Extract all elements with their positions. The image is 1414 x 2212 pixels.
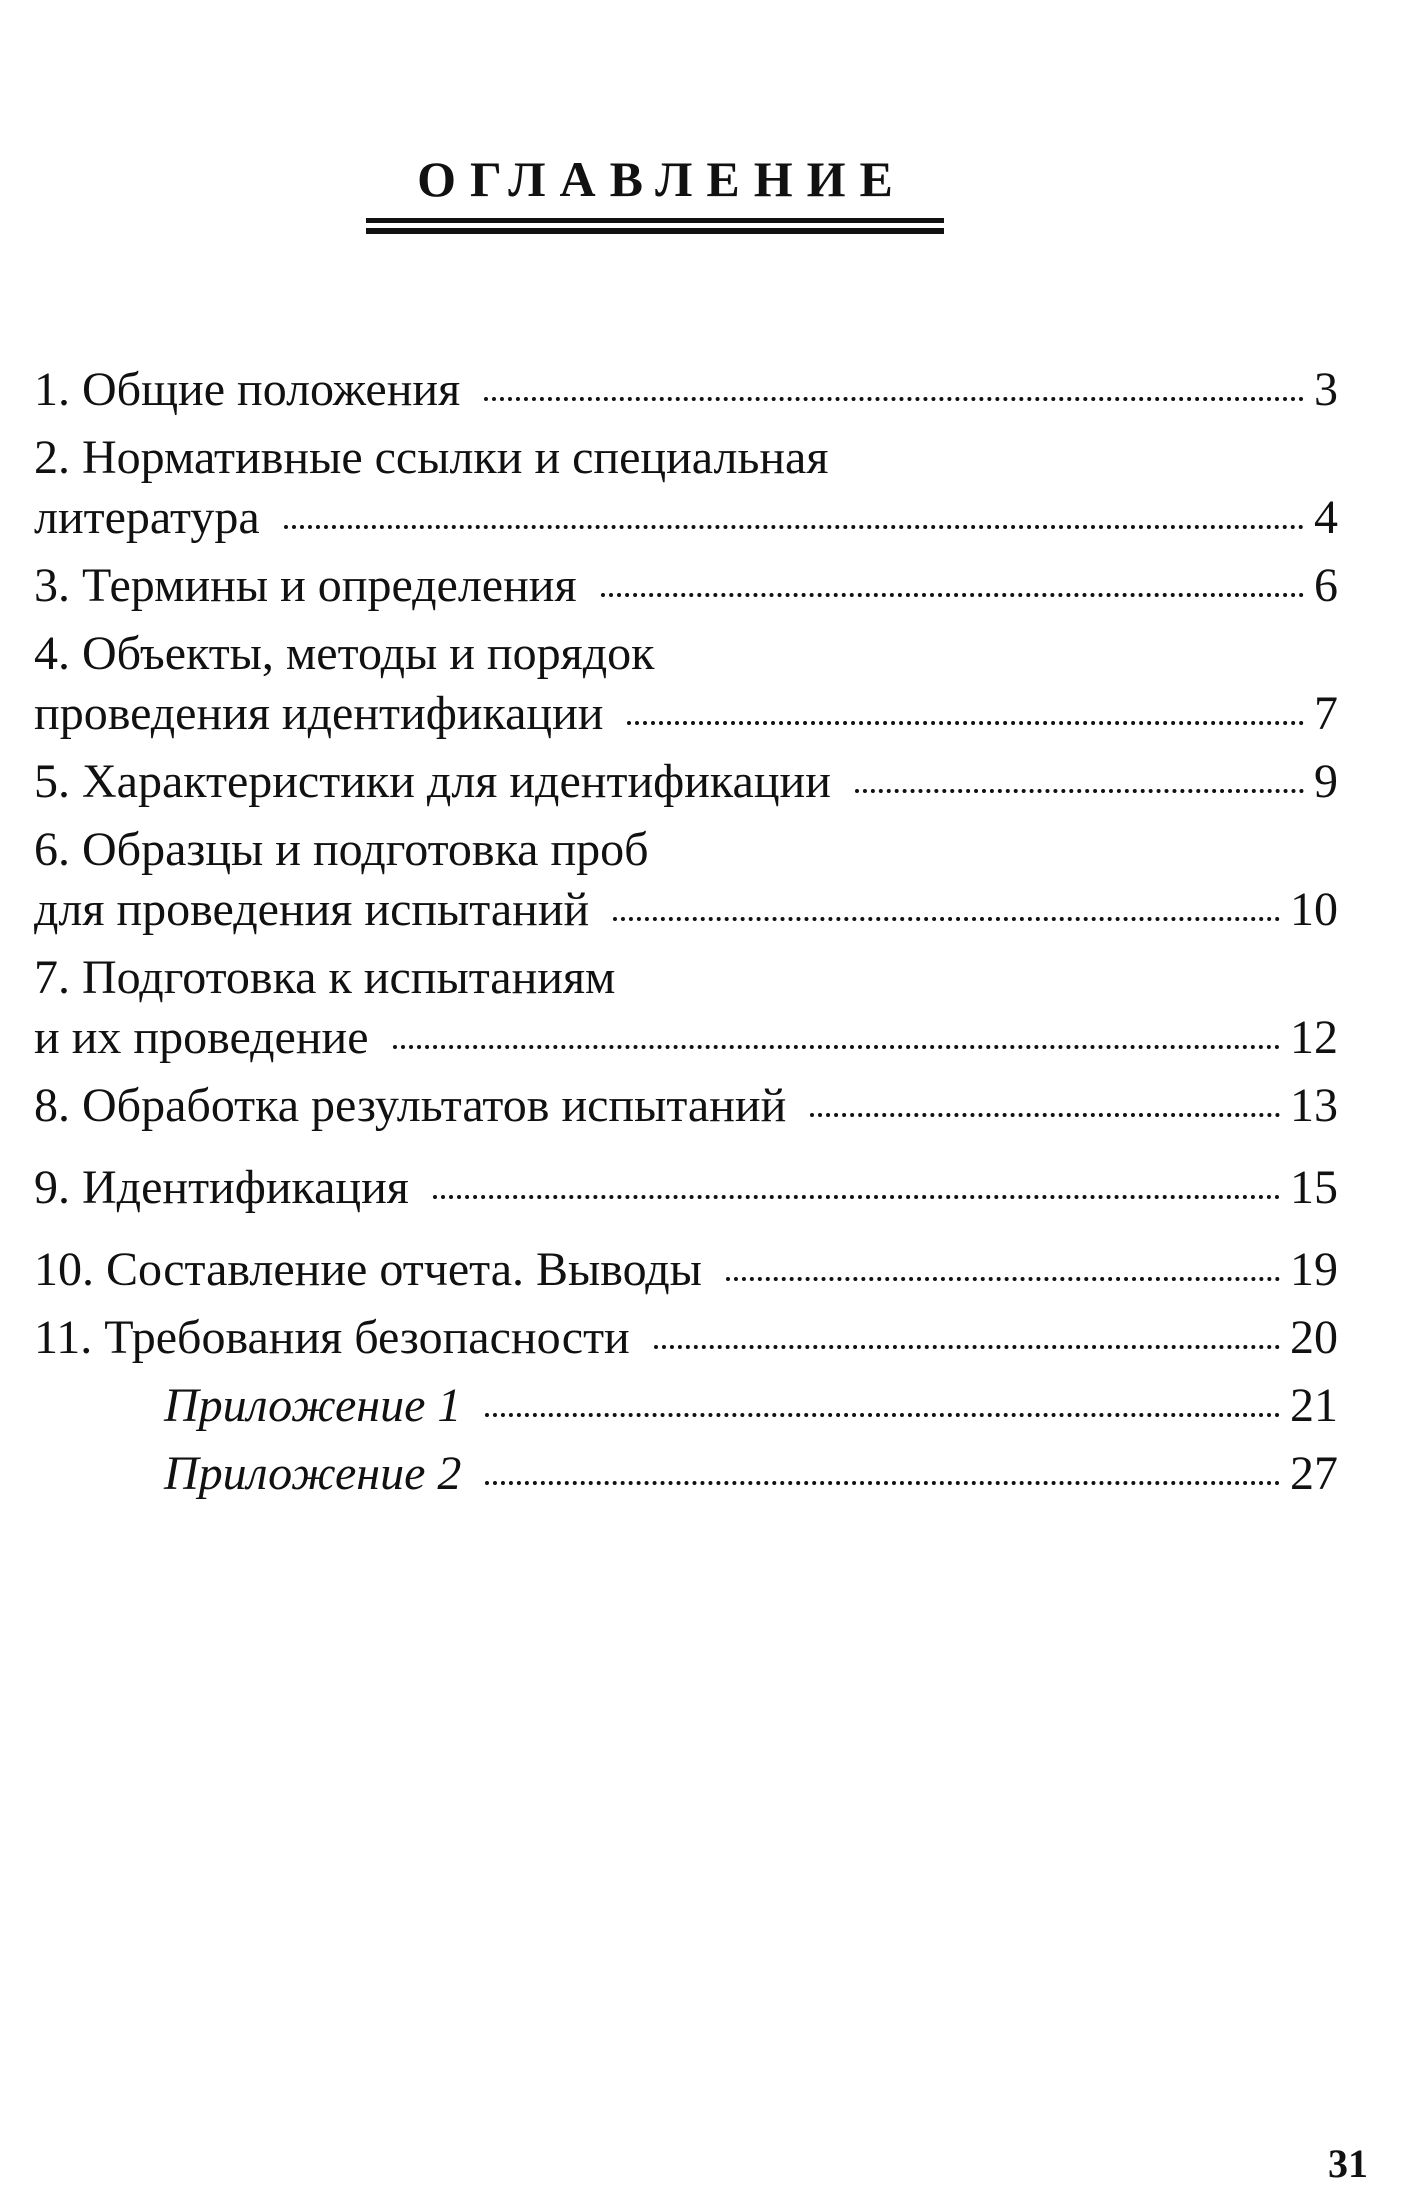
toc-page-number: 21: [1290, 1379, 1338, 1432]
toc-entry-label: Приложение 1: [164, 1379, 462, 1432]
toc-page-number: 12: [1290, 1011, 1338, 1064]
table-of-contents: [34, 360, 1338, 1512]
toc-entry: [34, 752, 1338, 812]
title-block: [366, 150, 944, 234]
toc-entry-label: проведения идентификации: [34, 687, 604, 740]
toc-page-number: 3: [1314, 363, 1338, 416]
title-underline-thick: [366, 228, 944, 234]
toc-page-number: 19: [1290, 1243, 1338, 1296]
toc-entry: [34, 1240, 1338, 1300]
toc-entry-appendix: [34, 1376, 1338, 1436]
dot-leader: [627, 721, 1304, 725]
toc-entry-label-first-line: 2. Нормативные ссылки и специальная: [34, 431, 829, 484]
toc-page-number: 20: [1290, 1311, 1338, 1364]
toc-entry: [34, 1308, 1338, 1368]
toc-entry-label: 1. Общие положения: [34, 363, 461, 416]
toc-entry-label-first-line: 4. Объекты, методы и порядок: [34, 627, 655, 680]
dot-leader: [810, 1113, 1280, 1117]
dot-leader: [485, 1481, 1280, 1485]
toc-entry-appendix: [34, 1444, 1338, 1504]
dot-leader: [284, 525, 1304, 529]
toc-page-number: 6: [1314, 559, 1338, 612]
toc-entry-label: 9. Идентификация: [34, 1161, 409, 1214]
page-number: 31: [1328, 2141, 1368, 2186]
dot-leader: [484, 397, 1304, 401]
toc-entry-label: литература: [34, 491, 260, 544]
toc-entry-label: для проведения испытаний: [34, 883, 590, 936]
title-underline-thin: [366, 218, 944, 223]
dot-leader: [601, 593, 1304, 597]
toc-entry-label: Приложение 2: [164, 1447, 462, 1500]
dot-leader: [726, 1277, 1280, 1281]
toc-entry-label: 5. Характеристики для идентификации: [34, 755, 831, 808]
toc-entry-label-first-line: 7. Подготовка к испытаниям: [34, 951, 616, 1004]
toc-entry: [34, 624, 1338, 744]
toc-entry: [34, 360, 1338, 420]
toc-entry: [34, 1076, 1338, 1136]
toc-entry: [34, 948, 1338, 1068]
dot-leader: [654, 1345, 1280, 1349]
page-title: ОГЛАВЛЕНИЕ: [417, 151, 907, 207]
toc-page-number: 27: [1290, 1447, 1338, 1500]
dot-leader: [855, 789, 1304, 793]
toc-entry-label: 3. Термины и определения: [34, 559, 577, 612]
toc-entry-label: 11. Требования безопасности: [34, 1311, 630, 1364]
dot-leader: [433, 1195, 1280, 1199]
toc-entry-label-first-line: 6. Образцы и подготовка проб: [34, 823, 649, 876]
toc-entry-label: 10. Составление отчета. Выводы: [34, 1243, 702, 1296]
dot-leader: [485, 1413, 1280, 1417]
toc-entry-label: 8. Обработка результатов испытаний: [34, 1079, 787, 1132]
toc-entry: [34, 1158, 1338, 1218]
dot-leader: [613, 917, 1280, 921]
dot-leader: [393, 1045, 1280, 1049]
toc-page-number: 4: [1314, 491, 1338, 544]
toc-entry: [34, 428, 1338, 548]
toc-entry: [34, 820, 1338, 940]
toc-entry-label: и их проведение: [34, 1011, 369, 1064]
toc-page-number: 10: [1290, 883, 1338, 936]
toc-entry: [34, 556, 1338, 616]
toc-page-number: 7: [1314, 687, 1338, 740]
toc-page-number: 9: [1314, 755, 1338, 808]
toc-page-number: 13: [1290, 1079, 1338, 1132]
toc-page-number: 15: [1290, 1161, 1338, 1214]
